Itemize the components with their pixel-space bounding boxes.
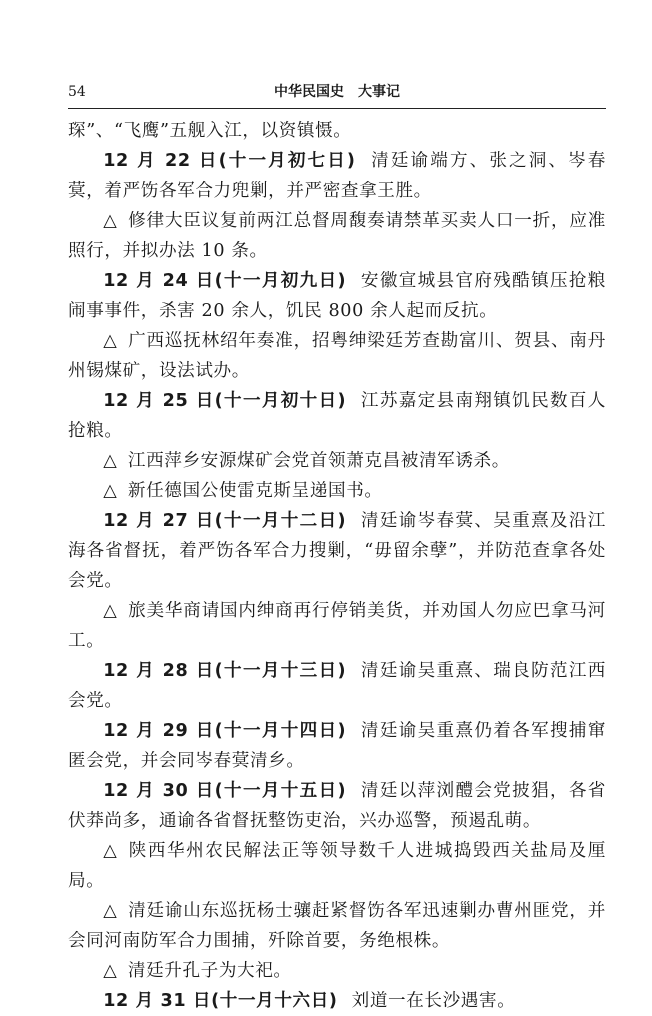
entry-text: 清廷谕端方、张之洞、岑春蓂，着严饬各军合力兜剿，并严密查拿王胜。 (68, 151, 606, 201)
entry-date: 12 月 29 日(十一月十四日) (103, 721, 347, 741)
triangle-marker-icon: △ (103, 331, 118, 351)
sub-entry (68, 896, 606, 956)
entry-text: 清廷谕吴重熹、瑞良防范江西会党。 (68, 661, 606, 711)
triangle-marker-icon: △ (103, 211, 118, 231)
entry-text: 清廷谕山东巡抚杨士骧赶紧督饬各军迅速剿办曹州匪党，并会同河南防军合力围捕，歼除首要，务绝根株。 (68, 901, 606, 951)
entry-text: 江西萍乡安源煤矿会党首领萧克昌被清军诱杀。 (127, 451, 510, 471)
entry-text: 陕西华州农民解法正等领导数千人进城捣毁西关盐局及厘局。 (68, 841, 606, 891)
entry-text: 修律大臣议复前两江总督周馥奏请禁革买卖人口一折，应准照行，并拟办法 10 条。 (68, 211, 606, 261)
entry-text: 广西巡抚林绍年奏准，招粤绅梁廷芳查勘富川、贺县、南丹州锡煤矿，设法试办。 (68, 331, 606, 381)
entry-date: 12 月 28 日(十一月十三日) (103, 661, 347, 681)
sub-entry (68, 446, 606, 476)
entry-text: 新任德国公使雷克斯呈递国书。 (127, 481, 383, 501)
entry-text: 旅美华商请国内绅商再行停销美货，并劝国人勿应巴拿马河工。 (68, 601, 606, 651)
entry-date: 12 月 30 日(十一月十五日) (103, 781, 347, 801)
triangle-marker-icon: △ (103, 961, 118, 981)
entry-text: 清廷谕岑春蓂、吴重熹及沿江海各省督抚，着严饬各军合力搜剿，“毋留余孽”，并防范查拿各处会党。 (68, 511, 606, 591)
entry-date: 12 月 31 日(十一月十六日) (103, 991, 338, 1011)
entry-text: 清廷谕吴重熹仍着各军搜捕窜匿会党，并会同岑春蓂清乡。 (68, 721, 606, 771)
header-rule (68, 108, 606, 109)
entry-text: 清廷以萍浏醴会党披猖，各省伏莽尚多，通谕各省督抚整饬吏治，兴办巡警，预遏乱萌。 (68, 781, 606, 831)
dated-entry (68, 776, 606, 836)
entry-text: 刘道一在长沙遇害。 (351, 991, 516, 1011)
sub-entry (68, 326, 606, 386)
entry-date: 12 月 24 日(十一月初九日) (103, 271, 347, 291)
entry-text: 清廷升孔子为大祀。 (127, 961, 292, 981)
sub-entry (68, 476, 606, 506)
page-number: 54 (68, 84, 86, 100)
running-header (68, 82, 606, 106)
entry-date: 12 月 22 日(十一月初七日) (103, 151, 356, 171)
entry-date: 12 月 27 日(十一月十二日) (103, 511, 347, 531)
triangle-marker-icon: △ (103, 901, 118, 921)
chronicle-body (68, 116, 606, 1016)
entry-text: 琛”、“飞鹰”五舰入江，以资镇慑。 (68, 121, 352, 141)
triangle-marker-icon: △ (103, 481, 118, 501)
dated-entry (68, 386, 606, 446)
sub-entry (68, 596, 606, 656)
running-title: 中华民国史 大事记 (274, 84, 400, 100)
entry-date: 12 月 25 日(十一月初十日) (103, 391, 347, 411)
dated-entry (68, 146, 606, 206)
sub-entry (68, 836, 606, 896)
dated-entry (68, 716, 606, 776)
triangle-marker-icon: △ (103, 451, 118, 471)
dated-entry (68, 656, 606, 716)
sub-entry (68, 206, 606, 266)
entry-text: 安徽宣城县官府残酷镇压抢粮闹事事件，杀害 20 余人，饥民 800 余人起而反抗。 (68, 271, 606, 321)
dated-entry (68, 506, 606, 596)
entry-continuation (68, 116, 606, 146)
dated-entry (68, 266, 606, 326)
entry-text: 江苏嘉定县南翔镇饥民数百人抢粮。 (68, 391, 606, 441)
sub-entry (68, 956, 606, 986)
triangle-marker-icon: △ (103, 841, 119, 861)
triangle-marker-icon: △ (103, 601, 118, 621)
dated-entry (68, 986, 606, 1016)
